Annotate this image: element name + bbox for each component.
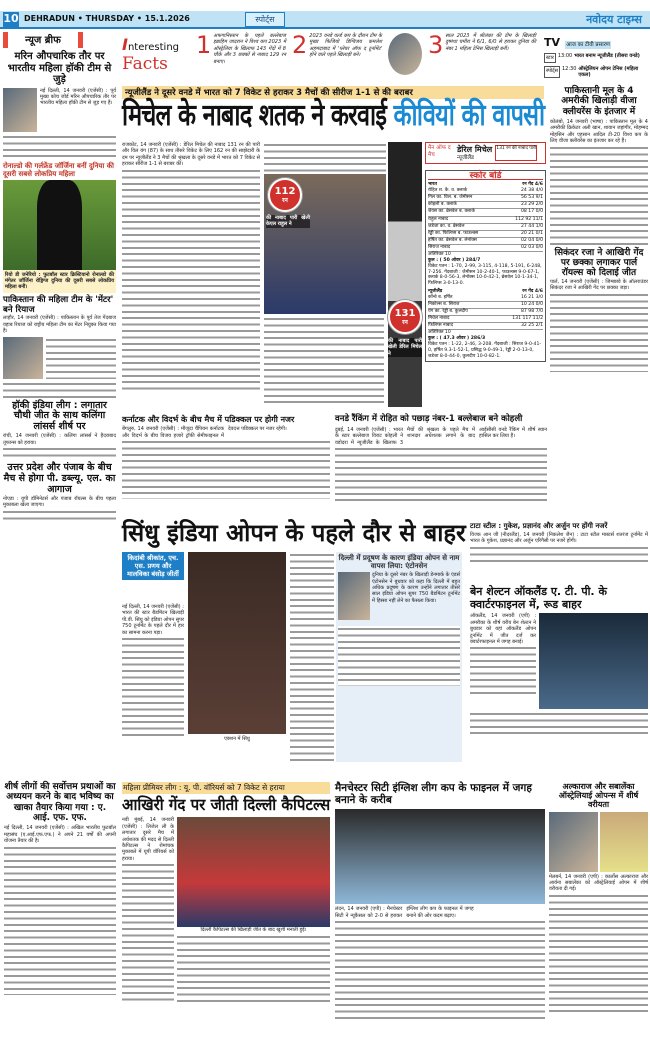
batting-row bbox=[428, 209, 543, 216]
main-kicker: न्यूजीलैंड ने दूसरे वनडे में भारत को 7 विकेट से हराकर 3 मैचों की सीरीज 1-1 से की बराबर bbox=[122, 86, 544, 99]
text-block bbox=[550, 292, 648, 372]
tv-show: भारत बनाम न्यूजीलैंड (तीसरा वनडे) bbox=[574, 53, 640, 59]
tv-row bbox=[544, 66, 648, 78]
story-lead: नवी मुंबई, 14 जनवरी (एजेंसी) : लिजेल ली के लगातार दूसरे मैच में अर्धशतक की मदद से दिल्ली कैपिटल्स ने रोमांचक मुकाबले में यूपी वॉरियर्स को हराया। bbox=[122, 817, 174, 862]
tv-schedule bbox=[544, 31, 648, 78]
headline-part: मिचेल के नाबाद शतक ने करवाई bbox=[122, 98, 394, 133]
headline-highlight: कीवियों की वापसी bbox=[393, 98, 545, 133]
sindhu-photo bbox=[188, 552, 286, 734]
badge-value: 112 bbox=[274, 185, 296, 197]
text-block bbox=[470, 545, 648, 565]
story-lead: नई दिल्ली, 14 जनवरी (एजेंसी) : अखिल भारतीय फुटबॉल महासंघ (ए.आई.एफ.एफ.) ने अपने 21 वर्षों की अपनी योजना तैयार की है। bbox=[4, 825, 116, 845]
batter-score: 20 21 0/1 bbox=[520, 230, 543, 236]
extras: अतिरिक्त 10 bbox=[428, 252, 451, 258]
pom-label: मैन ऑफ द मैच bbox=[428, 145, 451, 158]
tv-show: ऑस्ट्रेलियन ओपन टेनिस (महिला एकल) bbox=[578, 66, 639, 78]
fact-number: 2 bbox=[292, 31, 308, 59]
batter: यंग का. रेड्डी ब. कुलदीप bbox=[428, 308, 468, 314]
interesting-facts bbox=[122, 31, 540, 83]
facts-logo-facts: Facts bbox=[122, 54, 168, 74]
batter-score: 56 53 9/1 bbox=[520, 195, 543, 201]
score-columns: रन गेंद 4/6 bbox=[522, 288, 543, 294]
antonsen-photo bbox=[338, 572, 370, 620]
coach-photo bbox=[3, 88, 37, 132]
batter: गिल का. विल. ब. जैमीसन bbox=[428, 195, 473, 201]
batter: कॉन्वे ब. हर्षित bbox=[428, 294, 453, 300]
team-name: भारत bbox=[428, 182, 437, 188]
mancity-photo bbox=[335, 809, 545, 904]
text-block bbox=[338, 626, 460, 686]
mancity-headline: मैनचेस्टर सिटी इंग्लिश लीग कप के फाइनल में जगह बनाने के करीब bbox=[335, 782, 532, 807]
text-block bbox=[122, 439, 330, 499]
main-headline bbox=[122, 98, 545, 134]
batter-score: 08 17 0/0 bbox=[520, 209, 543, 215]
wpl-caption: दिल्ली कैपिटल्स की खिलाड़ी जीत के बाद खुशी मनाती हुईं। bbox=[200, 927, 307, 934]
fact-text: अफगानिस्तान के पहले बल्लेबाज इब्राहिम जादरान ने विश्व कप 2023 में ऑस्ट्रेलिया के खिलाफ 143 गेंदों में 8 चौके और 3 छक्कों से नाबाद 129 रन बनाए। bbox=[213, 33, 286, 65]
antonsen-box bbox=[336, 552, 462, 762]
batter: फिलिप्स नाबाद bbox=[428, 323, 454, 329]
sindhu-lead: नई दिल्ली, 14 जनवरी (एजेंसी) : भारत की स्टार बैडमिंटन खिलाड़ी पी.वी. सिंधु को इंडिया ओपन सुपर 750 टूर्नामेंट के पहले दौर में हार का सामना करना पड़ा। bbox=[122, 604, 184, 636]
batter-score: 131 117 11/2 bbox=[512, 315, 543, 321]
score-columns: रन गेंद 4/6 bbox=[522, 182, 543, 188]
fall-of-wickets: विकेट पतन : 1-70, 2-99, 3-115, 4-118, 5-191, 6-248, 7-256. गेंदबाजी : जैमीसन 10-2-40-1, फाउल्क्स 9-0-67-1, क्लार्क 8-0-56-3, लेनॉक्स 10-0-42-1, ब्रेसवेल 10-1-34-1, फिलिप्स 3-0-13-0. bbox=[428, 264, 542, 286]
badge-unit: रन bbox=[402, 318, 408, 326]
alcaraz-story bbox=[549, 782, 648, 1013]
badge-112 bbox=[268, 178, 302, 212]
news-brief-column bbox=[3, 32, 116, 523]
tv-time: 13:00 bbox=[557, 53, 573, 59]
facts-logo-text: nteresting bbox=[127, 42, 180, 53]
batter: सिराज नाबाद bbox=[428, 244, 451, 250]
text-block bbox=[122, 862, 174, 1002]
text-block bbox=[335, 446, 547, 502]
box-title: दिल्ली में प्रदूषण के कारण इंडिया ओपन से नाम वापस लिया: एंटोनसेन bbox=[338, 554, 460, 571]
text-block bbox=[122, 168, 260, 393]
sabalenka-photo bbox=[600, 812, 649, 872]
batter-score: 24 38 4/0 bbox=[520, 188, 543, 194]
wpl-story bbox=[122, 782, 330, 1004]
batter: कोहली ब. क्लार्क bbox=[428, 202, 457, 208]
page-number: 10 bbox=[3, 12, 19, 25]
text-block bbox=[264, 316, 384, 406]
text-block bbox=[4, 845, 116, 995]
sindhu-subhead: किदांबी श्रीकांत, एच. एस. प्रणय और मालविका बंसोड़ जीतीं bbox=[122, 552, 184, 580]
brief-title-1: मरिन औपचारिक तौर पर भारतीय महिला हॉकी टीम से जुड़े bbox=[7, 51, 112, 85]
brief-title-4: हॉकी इंडिया लीग : लगातार चौथी जीत के साथ कलिंगा लांसर्स शीर्ष पर bbox=[12, 399, 107, 433]
shelton-photo bbox=[539, 613, 648, 709]
tv-label: TV bbox=[544, 36, 561, 49]
story-lead: मेलबर्न, 14 जनवरी (एपी) : कार्लोस अल्काराज और आर्यना सबालेंका को ऑस्ट्रेलियाई ओपन में शीर्ष वरीयता दी गई। bbox=[549, 873, 648, 893]
news-brief-label: न्यूज ब्रीफ bbox=[3, 32, 83, 48]
fall-of-wickets: विकेट पतन : 1-22, 2-46, 3-208. गेंदबाजी : सिराज 9-0-41-0, हर्षित 9.3-1-52-1, प्रसिद्ध 9-0-49-1, रेड्डी 2-0-13-0, जडेजा 8-0-44-0, कुलदीप 10-0-82-1. bbox=[428, 342, 542, 359]
tv-channel: स्टार bbox=[546, 55, 554, 61]
text-block bbox=[3, 509, 116, 523]
tv-heading: आज का टीवी प्रसारण bbox=[566, 42, 610, 48]
aiff-story bbox=[4, 782, 116, 995]
text-block bbox=[264, 142, 386, 172]
brief-title-3: पाकिस्तान की महिला टीम के 'मेंटर' बने रियाज bbox=[3, 294, 114, 315]
india-innings bbox=[428, 182, 543, 287]
brief-lead-1: नई दिल्ली, 14 जनवरी (एजेंसी) : पूर्व मुख्य कोच जोर्ड मरिन औपचारिक तौर पर भारतीय महिला हॉकी टीम से जुड़ गए हैं। bbox=[40, 87, 116, 107]
tv-channel: स्पोर्ट्स bbox=[544, 66, 560, 78]
brief-title-2: रोनाल्डो की गर्लफ्रेंड जॉर्जिना बनीं दुनिया की दूसरी सबसे लोकप्रिय महिला bbox=[3, 161, 114, 178]
fact-number: 3 bbox=[428, 31, 444, 59]
batter: श्रेयस का. ब्रेसवेल ब. क्लार्क bbox=[428, 209, 475, 215]
fact-photo bbox=[388, 33, 422, 75]
total: कुल : ( 47.3 ओवर ) 286/3 bbox=[428, 336, 486, 342]
story-lead: ऑकलैंड, 14 जनवरी (एपी) : अमरीका के शीर्ष वरीय बेन शेल्टन ने बुधवार को यहां ऑकलैंड ओपन टूर्नामेंट में जीत दर्ज कर क्वार्टरफाइनल में जगह बनाई। bbox=[470, 613, 536, 645]
batter-score: 32 25 2/1 bbox=[520, 323, 543, 329]
extras: अतिरिक्त 10 bbox=[428, 330, 451, 336]
main-body: राजकोट, 14 जनवरी (एजेंसी) : डेरिल मिचेल की नाबाद 131 रन की पारी और विल यंग (87) के साथ तीसरे विकेट के लिए 162 रन की साझेदारी के दम पर न्यूजीलैंड ने 3 मैचों की श्रृंखला के दूसरे वनडे में भारत को 7 विकेट से हराकर सीरीज 1-1 से बराबर की। bbox=[122, 142, 260, 168]
brief-lead-5: नोएडा : यूपी डॉमिनेटर्स और पंजाब रॉयल्स के बीच पहला मुकाबला खेला जाएगा। bbox=[3, 495, 116, 509]
batter: राहुल नाबाद bbox=[428, 216, 449, 222]
brief-title-5: उत्तर प्रदेश और पंजाब के बीच मैच से होगा पी. डब्ल्यू. एल. का आगाज bbox=[3, 462, 116, 495]
batting-row bbox=[428, 238, 543, 245]
tv-time: 12:30 bbox=[561, 66, 577, 72]
main-body-column bbox=[122, 142, 260, 393]
wpl-photo bbox=[177, 817, 330, 927]
right-column bbox=[550, 86, 648, 372]
story-title: सिकंदर रजा ने आखिरी गेंद पर छक्का लगाकर पार्ल रॉयल्स को दिलाई जीत bbox=[554, 247, 644, 279]
team-name: न्यूजीलैंड bbox=[428, 288, 443, 294]
story-title: शीर्ष लीगों की सर्वोत्तम प्रथाओं का अध्ययन करने के बाद भविष्य का खाका तैयार किया गया : ए. आई. एफ. एफ. bbox=[4, 782, 116, 824]
brief-lead-4: रांची, 14 जनवरी (एजेंसी) : कलिंगा लांसर्स ने हैदराबाद तूफान्स को हराया। bbox=[3, 433, 116, 446]
text-block bbox=[122, 636, 184, 736]
batter: रेड्डी का. फिलिप्स ब. फाउल्क्स bbox=[428, 230, 479, 236]
badge-unit: रन bbox=[282, 196, 288, 204]
pom-note: 131 रन की नाबाद पारी bbox=[495, 145, 537, 161]
batter: हर्षित का. ब्रेसवेल ब. लेनॉक्स bbox=[428, 237, 477, 243]
tata-steel-story bbox=[470, 522, 648, 565]
text-block bbox=[335, 919, 545, 1019]
batter-score: 16 21 3/0 bbox=[520, 294, 543, 300]
batting-row bbox=[428, 224, 543, 231]
facts-logo-i: I bbox=[122, 35, 128, 54]
badge-caption: की नाबाद पारी खेली केएल राहुल ने bbox=[266, 215, 310, 228]
kohli-story bbox=[335, 415, 547, 502]
batter-score: 23 29 2/0 bbox=[520, 202, 543, 208]
dateline: DEHRADUN • THURSDAY • 15.1.2026 bbox=[24, 14, 190, 23]
batter-score: 27 44 1/0 bbox=[520, 223, 543, 229]
alcaraz-photo bbox=[549, 812, 598, 872]
sindhu-headline: सिंधु इंडिया ओपन के पहले दौर से बाहर bbox=[122, 519, 466, 547]
story-lead: दुबई, 14 जनवरी (एजेंसी) : भारत के स्टार बल्लेबाज विराट कोहली ने वडोदरा में न्यूजीलैंड के खिलाफ 3 मैचों की श्रृंखला के पहले मैच में शानदार अर्धशतक लगाने के बाद आईसीसी वनडे रैंकिंग में शीर्ष स्थान हासिल कर लिया है। bbox=[335, 426, 547, 446]
batting-row bbox=[428, 309, 543, 316]
batter-score: 02 04 0/0 bbox=[520, 237, 543, 243]
batter: जडेजा का. व. ब्रेसवेल bbox=[428, 223, 465, 229]
text-block bbox=[549, 893, 648, 1013]
story-title: टाटा स्टील : गुकेश, प्रज्ञानंद और अर्जुन पर होंगी नजरें bbox=[470, 522, 608, 530]
pom-team: न्यूजीलैंड bbox=[457, 154, 474, 161]
alcaraz-headline: अल्काराज और सबालेंका ऑस्ट्रेलियाई ओपन्स में शीर्ष वरीयता bbox=[558, 782, 639, 810]
text-block bbox=[3, 446, 116, 460]
brand-logo: नवोदय टाइम्स bbox=[586, 13, 642, 26]
fact-number: 1 bbox=[196, 31, 212, 59]
text-block bbox=[177, 934, 330, 1004]
batting-row bbox=[428, 316, 543, 323]
batting-row bbox=[428, 231, 543, 238]
photo-caption: रियो डी जनेरियो : फुटबॉल स्टार क्रिस्टियानो रोनाल्डो की मंगेतर जॉर्जिना रोड्रिग्ज दुनिया की दूसरी सबसे लोकप्रिय महिला बनीं। bbox=[3, 270, 116, 293]
batting-row bbox=[428, 217, 543, 224]
box-lead: दुनिया के दूसरे नंबर के खिलाड़ी डेनमार्क के एंडर्स एंटोनसेन ने बुधवार को कहा कि दिल्ली में बहुत अधिक प्रदूषण के कारण उन्होंने लगातार तीसरे साल इंडिया ओपन सुपर 750 बैडमिंटन टूर्नामेंट में हिस्सा नहीं लेने का फैसला किया। bbox=[372, 572, 460, 604]
badge-value: 131 bbox=[394, 307, 416, 319]
pom-name: डेरिल मिचेल bbox=[457, 145, 493, 154]
player-of-match bbox=[425, 142, 546, 164]
wpl-headline: आखिरी गेंद पर जीती दिल्ली कैपिटल्स bbox=[122, 795, 331, 814]
batter-score: 87 98 7/0 bbox=[520, 308, 543, 314]
fact-2 bbox=[292, 33, 382, 75]
text-block bbox=[3, 381, 116, 399]
story-lead: विज्क आन जी (नीदरलैंड), 14 जनवरी (निकलेश जैन) : टाटा स्टील मास्टर्स शतरंज टूर्नामेंट में भारत के गुकेश, प्रज्ञानंद और अर्जुन एरिगैसी पर नजरें होंगी। bbox=[470, 532, 648, 545]
pom-name-block bbox=[457, 145, 492, 161]
celebrity-photo bbox=[3, 180, 116, 270]
story-title: वनडे रैंकिंग में रोहित को पछाड़ नंबर-1 बल्लेबाज बने कोहली bbox=[335, 414, 523, 424]
brief-lead-3: लाहौर, 14 जनवरी (एजेंसी) : पाकिस्तान के पूर्व तेज गेंदबाज वहाब रियाज को राष्ट्रीय महिला टीम का मेंटर नियुक्त किया गया है। bbox=[3, 315, 116, 335]
badge-caption: की नाबाद पारी खेली डेरिल मिचेल ने bbox=[388, 338, 422, 357]
batter: रोहित श. कै. व. क्लार्क bbox=[428, 188, 468, 194]
fact-3 bbox=[428, 33, 536, 75]
batting-row bbox=[428, 295, 543, 302]
nz-innings bbox=[428, 289, 543, 360]
mancity-story bbox=[335, 782, 545, 1019]
batting-row bbox=[428, 302, 543, 309]
fact-text: 2023 वनडे वर्ल्ड कप के दौरान टीम के मुख्य फिजियो डिग्विजय कमलेश अहमदाबाद में 'प्लेयर ऑफ द टूर्नामेंट' होने वाले पहले खिलाड़ी बने। bbox=[309, 33, 382, 59]
batter-score: 10 24 0/0 bbox=[520, 301, 543, 307]
scoreboard-title: स्कोर बोर्ड bbox=[428, 173, 543, 180]
story-title: बेन शेल्टन ऑकलैंड ए. टी. पी. के क्वार्टरफाइनल में, रूड बाहर bbox=[470, 585, 607, 611]
batter: निकोल्स ब. सिराज bbox=[428, 301, 460, 307]
story-lead: बेंगलुरु, 14 जनवरी (एजेंसी) : मौजूदा चैंपियन कर्नाटक और विदर्भ के बीच विजय हजारे ट्रॉफी सेमीफाइनल में देवदत्त पडिक्कल पर नजर रहेगी। bbox=[122, 426, 287, 439]
section-label: स्पोर्ट्स bbox=[245, 12, 285, 27]
batter-score: 02 03 0/0 bbox=[520, 244, 543, 250]
text-block bbox=[550, 145, 648, 245]
scoreboard bbox=[425, 170, 546, 362]
fact-text: साल 2023 में श्रीलंका की टीम के खिलाड़ी दुष्मंथा चमीरा ने 6/1, 6/0 से हराकर दुनिया की नंबर 1 महिला टेनिस खिलाड़ी बनीं। bbox=[445, 33, 536, 52]
karnataka-story bbox=[122, 415, 330, 499]
facts-logo bbox=[122, 35, 190, 74]
batter-score: 112 92 11/1 bbox=[515, 216, 543, 222]
story-lead: पार्ल, 14 जनवरी (एजेंसी) : जिम्बाब्वे के ऑलराउंडर सिकंदर रजा ने आखिरी गेंद पर छक्का जड़ा। bbox=[550, 278, 648, 292]
badge-131 bbox=[388, 300, 422, 334]
sindhu-caption: एक्शन में सिंधु bbox=[224, 736, 250, 742]
story-title: कर्नाटक और विदर्भ के बीच मैच में पडिक्कल पर होगी नजर bbox=[122, 415, 295, 424]
batter: मिचेल नाबाद bbox=[428, 315, 450, 321]
text-block bbox=[46, 337, 116, 379]
story-lead: लंदन, 14 जनवरी (एपी) : मैनचेस्टर सिटी ने न्यूकैसल को 2-0 से हराकर इंग्लिश लीग कप के फाइनल में जगह बनाने की ओर कदम बढ़ाए। bbox=[335, 906, 474, 919]
total: कुल : ( 50 ओवर ) 284/7 bbox=[428, 258, 481, 264]
riaz-photo bbox=[3, 337, 43, 379]
text-block bbox=[290, 552, 334, 762]
batting-row bbox=[428, 245, 543, 252]
shelton-story bbox=[470, 586, 648, 737]
fact-1 bbox=[196, 33, 286, 75]
sindhu-text-column bbox=[122, 604, 184, 736]
wpl-kicker: महिला प्रीमियर लीग : यू. पी. वॉरियर्स को 7 विकेट से हराया bbox=[122, 782, 330, 794]
page-header bbox=[0, 11, 650, 29]
text-block bbox=[470, 711, 648, 737]
tv-row bbox=[544, 53, 648, 63]
text-block bbox=[470, 645, 536, 695]
mitchell-photo bbox=[388, 142, 422, 407]
story-lead: कोलंबो, 14 जनवरी (भाषा) : पाकिस्तान मूल के 4 अमरीकी क्रिकेटर अली खान, शायान जहांगीर, मोहम्मद मोहसिन और एहसान आदिल टी-20 विश्व कप के लिए वीजा क्लीयरेंस का इंतजार कर रहे हैं। bbox=[550, 119, 648, 145]
story-title: पाकिस्तानी मूल के 4 अमरीकी खिलाड़ी वीजा क्लीयरेंस के इंतजार में bbox=[561, 86, 637, 117]
text-block bbox=[3, 134, 116, 160]
